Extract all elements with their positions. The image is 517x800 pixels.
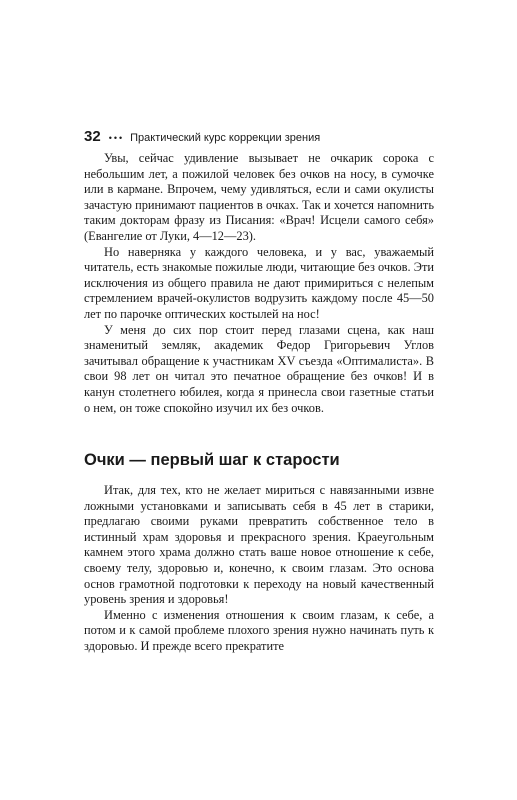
paragraph: Итак, для тех, кто не желает мириться с навязанными извне ложными установками и записывать себя в 45 лет в старики, предлагаю своими руками превратить собственное тело в истинный храм здоровья и прекрасного зрения. Краеугольным камнем этого храма должно стать ваше новое отношение к себе, своему телу, здоровью и, конечно, к своим глазам. Это основа основ грамотной подготовки к переходу на новый качественный уровень зрения и здоровья! bbox=[84, 483, 434, 607]
paragraph: Именно с изменения отношения к своим глазам, к себе, а потом и к самой проблеме плохого зрения нужно начинать путь к здоровью. И прежде всего прекратите bbox=[84, 607, 434, 653]
paragraph: Увы, сейчас удивление вызывает не очкарик сорока с небольшим лет, а пожилой человек без очков на носу, в сумочке или в кармане. Впрочем, чему удивляться, если и сами окулисты зачастую принимают пациентов в очках. Так и хочется напомнить таким докторам фразу из Писания: «Врач! Исцели самого себя» (Евангелие от Луки, 4—12—23). bbox=[84, 151, 434, 243]
header-dots: ••• bbox=[108, 133, 125, 143]
running-title: Практический курс коррекции зрения bbox=[130, 132, 321, 144]
paragraph: Но наверняка у каждого человека, и у вас, уважаемый читатель, есть знакомые пожилые люди, читающие без очков. Эти исключения из общего правила не дают примириться с нелепым стремлением врачей-окулистов водрузить каждому после 45—50 лет по парочке оптических костылей на нос! bbox=[84, 244, 434, 321]
body-text-section bbox=[84, 483, 434, 655]
running-header bbox=[84, 128, 444, 145]
section-heading: Очки — первый шаг к старости bbox=[84, 451, 340, 469]
paragraph: У меня до сих пор стоит перед глазами сцена, как наш знаменитый земляк, академик Федор Григорьевич Углов зачитывал обращение к участникам XV съезда «Оптималиста». В свои 98 лет он читал это печатное обращение без очков! И в канун столетнего юбилея, когда я принесла свои газетные статьи о нем, он тоже спокойно изучил их без очков. bbox=[84, 322, 434, 415]
body-text-top bbox=[84, 151, 434, 416]
page-number: 32 bbox=[84, 128, 101, 145]
